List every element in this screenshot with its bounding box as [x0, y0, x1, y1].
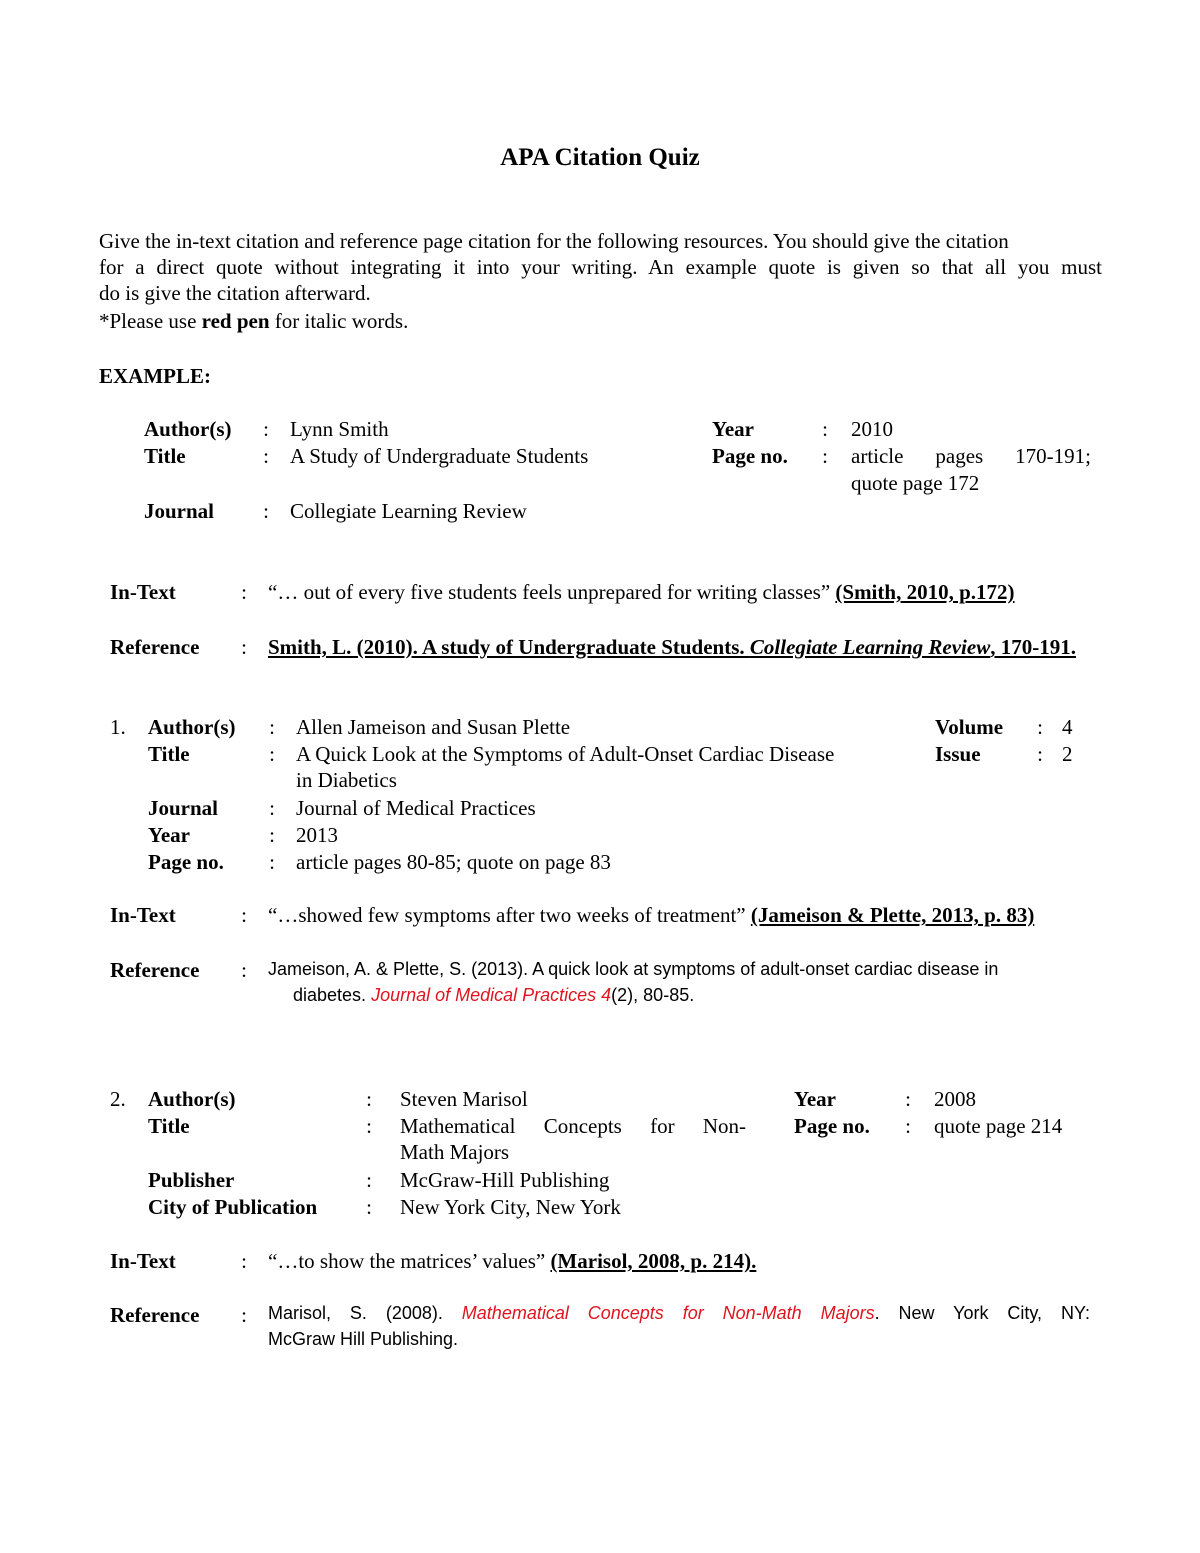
q2-ref-suffix: . New York City, NY: [874, 1303, 1090, 1323]
colon: : [241, 635, 247, 659]
colon: : [905, 1114, 911, 1138]
colon: : [241, 1249, 247, 1273]
colon: : [366, 1195, 372, 1219]
page-title: APA Citation Quiz [500, 144, 700, 171]
q1-title-value-1: A Quick Look at the Symptoms of Adult-Onset Cardiac Disease [296, 742, 835, 766]
example-page-value-2: quote page 172 [851, 471, 980, 495]
colon: : [241, 903, 247, 927]
q2-ref-prefix: Marisol, S. (2008). [268, 1303, 462, 1323]
colon: : [366, 1168, 372, 1192]
q2-intext-quote: “…to show the matrices’ values” [268, 1249, 546, 1273]
q2-publisher-label: Publisher [148, 1168, 235, 1192]
q2-page-value: quote page 214 [934, 1114, 1063, 1138]
example-intext-label: In-Text [110, 580, 176, 604]
colon: : [269, 796, 275, 820]
colon: : [822, 417, 828, 441]
colon: : [822, 444, 828, 468]
colon: : [241, 580, 247, 604]
q1-authors-label: Author(s) [148, 715, 236, 739]
q1-intext [268, 902, 1034, 928]
note-suffix: for italic words. [269, 309, 409, 333]
example-intext [268, 579, 1015, 605]
example-reference-label: Reference [110, 635, 200, 659]
example-journal-value: Collegiate Learning Review [290, 499, 527, 523]
colon: : [263, 444, 269, 468]
colon: : [263, 499, 269, 523]
q2-city-label: City of Publication [148, 1195, 318, 1219]
example-intext-citation: (Smith, 2010, p.172) [835, 580, 1015, 604]
q2-title-label: Title [148, 1114, 190, 1138]
q1-year-label: Year [148, 823, 190, 847]
intro-line-1: Give the in-text citation and reference page citation for the following resources. You should give the citation [99, 229, 1009, 253]
example-page-value-1: article pages 170-191; [851, 444, 1091, 468]
q1-intext-label: In-Text [110, 903, 176, 927]
colon: : [269, 715, 275, 739]
q2-year-label: Year [794, 1087, 836, 1111]
q2-ref-title: Mathematical Concepts for Non-Math Majors [461, 1303, 875, 1323]
colon: : [241, 1303, 247, 1327]
instruction-note [99, 308, 408, 334]
colon: : [269, 850, 275, 874]
q1-volume-value: 4 [1062, 715, 1073, 739]
q2-city-value: New York City, New York [400, 1195, 621, 1219]
colon: : [263, 417, 269, 441]
q2-intext-label: In-Text [110, 1249, 176, 1273]
q2-reference-label: Reference [110, 1303, 200, 1327]
q2-authors-label: Author(s) [148, 1087, 236, 1111]
q1-reference-line-2 [293, 982, 694, 1008]
q1-journal-value: Journal of Medical Practices [296, 796, 536, 820]
q2-year-value: 2008 [934, 1087, 976, 1111]
example-journal-label: Journal [144, 499, 215, 523]
q2-page-label: Page no. [794, 1114, 870, 1138]
intro-line-2: for a direct quote without integrating it into your writing. An example quote is given so that all you must [99, 255, 1102, 279]
q1-journal-label: Journal [148, 796, 219, 820]
colon: : [905, 1087, 911, 1111]
q1-reference-label: Reference [110, 958, 200, 982]
q1-authors-value: Allen Jameison and Susan Plette [296, 715, 571, 739]
example-authors-label: Author(s) [144, 417, 232, 441]
note-red-pen: red pen [201, 309, 270, 333]
q1-reference-line-1: Jameison, A. & Plette, S. (2013). A quick look at symptoms of adult-onset cardiac disease in [268, 959, 999, 979]
q1-page-value: article pages 80-85; quote on page 83 [296, 850, 611, 874]
q2-reference-line-2: McGraw Hill Publishing. [268, 1329, 459, 1349]
q1-volume-label: Volume [935, 715, 1004, 739]
q2-number: 2. [110, 1087, 126, 1111]
q1-intext-quote: “…showed few symptoms after two weeks of treatment” [268, 903, 746, 927]
colon: : [241, 958, 247, 982]
q2-intext-citation: (Marisol, 2008, p. 214). [550, 1249, 757, 1273]
example-heading: EXAMPLE: [99, 364, 211, 388]
q1-ref-suffix: (2), 80-85. [611, 985, 695, 1005]
q1-ref-prefix: diabetes. [293, 985, 372, 1005]
colon: : [269, 742, 275, 766]
example-ref-journal: Collegiate Learning Review [749, 635, 991, 659]
q1-ref-journal: Journal of Medical Practices 4 [371, 985, 612, 1005]
example-ref-part1: Smith, L. (2010). A study of Undergraduate Students. [268, 635, 750, 659]
example-authors-value: Lynn Smith [290, 417, 389, 441]
q1-page-label: Page no. [148, 850, 224, 874]
colon: : [1037, 742, 1043, 766]
q1-year-value: 2013 [296, 823, 338, 847]
q2-intext [268, 1248, 756, 1274]
q2-authors-value: Steven Marisol [400, 1087, 528, 1111]
example-year-value: 2010 [851, 417, 893, 441]
q1-issue-value: 2 [1062, 742, 1073, 766]
q2-publisher-value: McGraw-Hill Publishing [400, 1168, 610, 1192]
example-title-label: Title [144, 444, 186, 468]
example-title-value: A Study of Undergraduate Students [290, 444, 589, 468]
q1-issue-label: Issue [935, 742, 981, 766]
example-reference [268, 634, 1076, 660]
q1-intext-citation: (Jameison & Plette, 2013, p. 83) [750, 903, 1035, 927]
example-intext-quote: “… out of every five students feels unprepared for writing classes” [268, 580, 831, 604]
colon: : [1037, 715, 1043, 739]
q2-reference-line-1 [268, 1300, 1090, 1326]
q2-title-value-1: Mathematical Concepts for Non- [400, 1114, 746, 1138]
q1-title-value-2: in Diabetics [296, 768, 397, 792]
q1-title-label: Title [148, 742, 190, 766]
colon: : [269, 823, 275, 847]
colon: : [366, 1114, 372, 1138]
example-page-label: Page no. [712, 444, 788, 468]
example-ref-part2: , 170-191. [990, 635, 1076, 659]
q2-title-value-2: Math Majors [400, 1140, 510, 1164]
q1-number: 1. [110, 715, 126, 739]
intro-line-3: do is give the citation afterward. [99, 281, 371, 305]
colon: : [366, 1087, 372, 1111]
note-prefix: *Please use [99, 309, 202, 333]
example-year-label: Year [712, 417, 754, 441]
